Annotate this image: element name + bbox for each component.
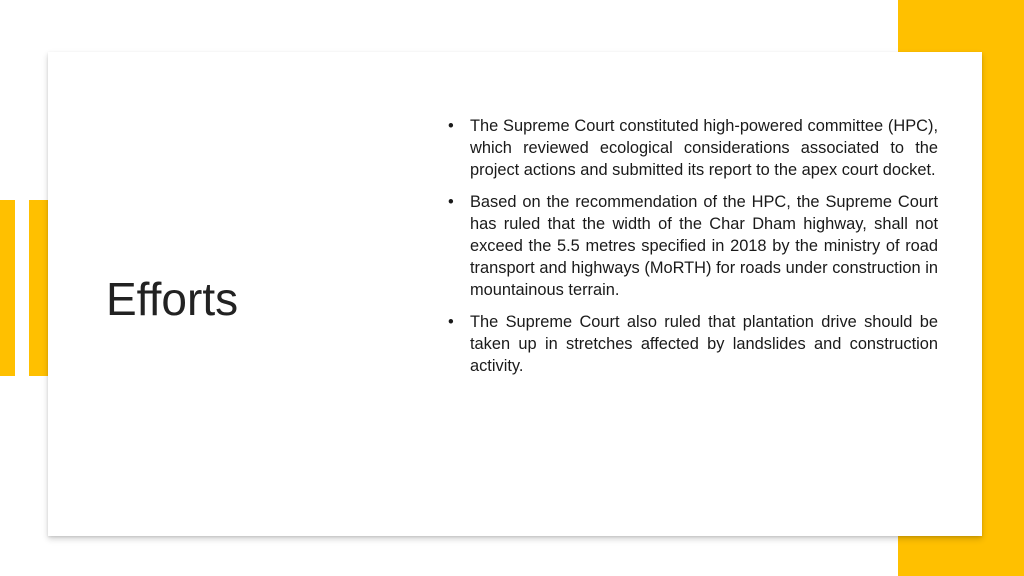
accent-bar-left-inner bbox=[29, 200, 48, 376]
bullet-text-1: The Supreme Court constituted high-powered committee (HPC), which reviewed ecological considerations associated to the project actions and submitted its report to the apex court docket. bbox=[470, 117, 938, 179]
bullet-icon: • bbox=[448, 117, 454, 135]
bullet-item-2 bbox=[448, 191, 938, 301]
bullet-text-2: Based on the recommendation of the HPC, the Supreme Court has ruled that the width of the Char Dham highway, shall not exceed the 5.5 metres specified in 2018 by the ministry of road transport and highways (MoRTH) for roads under construction in mountainous terrain. bbox=[470, 193, 938, 299]
bullet-list bbox=[448, 115, 938, 387]
slide-title: Efforts bbox=[106, 273, 239, 325]
bullet-icon: • bbox=[448, 193, 454, 211]
bullet-icon: • bbox=[448, 313, 454, 331]
bullet-text-3: The Supreme Court also ruled that plantation drive should be taken up in stretches affected by landslides and construction activity. bbox=[470, 313, 938, 375]
bullet-item-3 bbox=[448, 311, 938, 377]
bullet-item-1 bbox=[448, 115, 938, 181]
accent-bar-left-outer bbox=[0, 200, 15, 376]
